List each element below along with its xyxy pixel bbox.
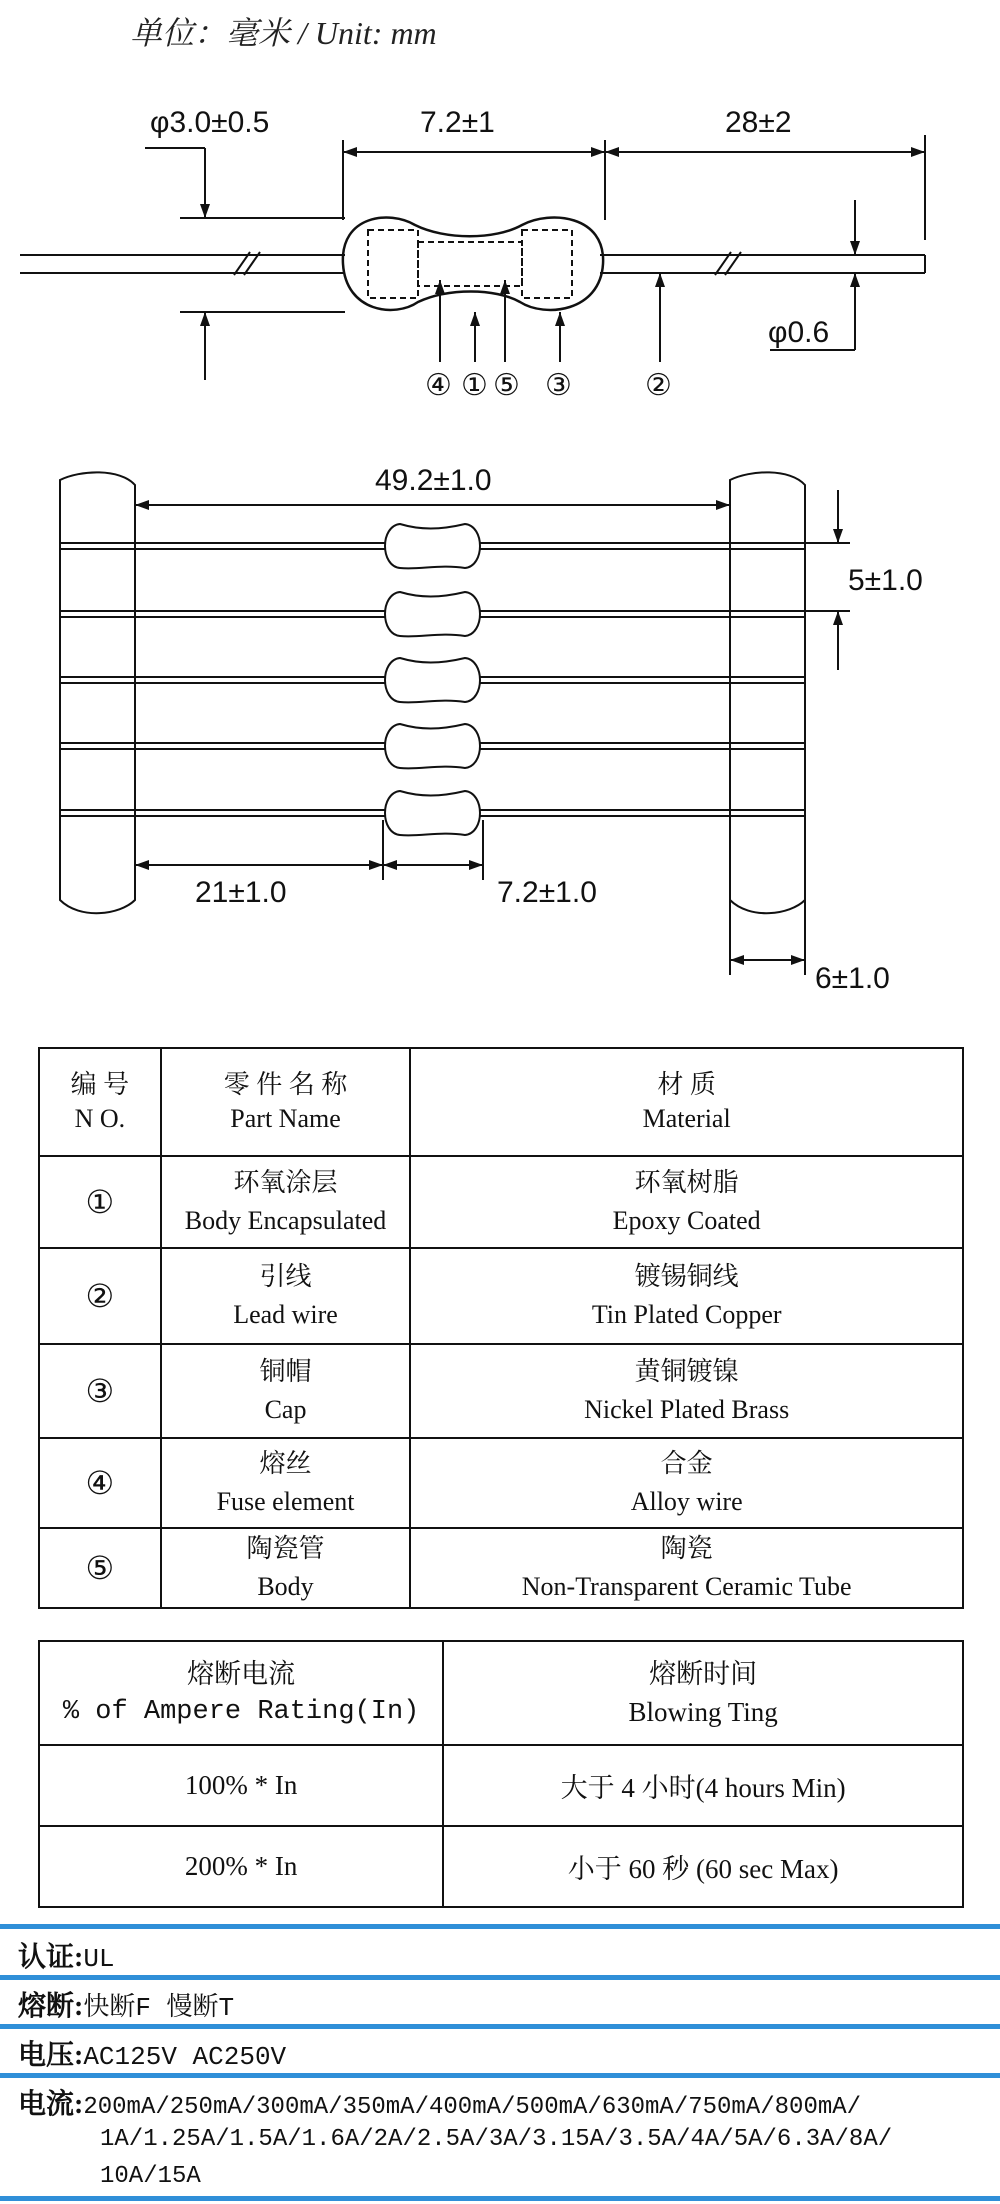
tape-packaging-drawing (0, 460, 1000, 1000)
spec-voltage: 电压:AC125V AC250V (18, 2040, 287, 2072)
table-row (39, 1156, 963, 1248)
blowing-time: 小于 60 秒 (60 sec Max) (443, 1826, 963, 1907)
header-ampere-rating: 熔断电流 % of Ampere Rating(In) (39, 1641, 443, 1745)
blowing-header-row (39, 1641, 963, 1745)
tape-margin-label: 6±1.0 (815, 962, 890, 995)
part-number: ③ (39, 1344, 161, 1438)
part-name: 环氧涂层 Body Encapsulated (161, 1156, 411, 1248)
ampere-rating: 100% * In (39, 1745, 443, 1826)
table-row (39, 1248, 963, 1344)
header-part-name: 零 件 名 称 Part Name (161, 1048, 411, 1156)
divider (0, 2024, 1000, 2029)
callout-1: ① (461, 369, 488, 402)
header-material: 材 质 Material (410, 1048, 963, 1156)
table-row (39, 1826, 963, 1907)
part-name: 陶瓷管 Body (161, 1528, 411, 1608)
unit-label: 单位：毫米 / Unit: mm (130, 15, 437, 51)
callout-2: ② (645, 369, 672, 402)
pitch-label: 5±1.0 (848, 564, 923, 597)
tape-width-label: 49.2±1.0 (375, 464, 492, 497)
part-material: 合金 Alloy wire (410, 1438, 963, 1528)
table-row (39, 1438, 963, 1528)
table-row (39, 1528, 963, 1608)
part-material: 环氧树脂 Epoxy Coated (410, 1156, 963, 1248)
part-number: ① (39, 1156, 161, 1248)
lead-offset-label: 21±1.0 (195, 876, 287, 909)
parts-header-row (39, 1048, 963, 1156)
wire-diameter-label: φ0.6 (768, 316, 830, 349)
part-material: 陶瓷 Non-Transparent Ceramic Tube (410, 1528, 963, 1608)
divider (0, 1975, 1000, 1980)
part-material: 黄铜镀镍 Nickel Plated Brass (410, 1344, 963, 1438)
divider (0, 2073, 1000, 2078)
spec-current-cont: 10A/15A (100, 2163, 201, 2190)
blowing-time: 大于 4 小时(4 hours Min) (443, 1745, 963, 1826)
callout-3: ③ (545, 369, 572, 402)
part-number: ② (39, 1248, 161, 1344)
part-name: 铜帽 Cap (161, 1344, 411, 1438)
spec-fuse-type: 熔断:快断F 慢断T (18, 1991, 235, 2023)
table-row (39, 1745, 963, 1826)
spec-certification: 认证:UL (18, 1942, 115, 1974)
spec-current-cont: 1A/1.25A/1.5A/1.6A/2A/2.5A/3A/3.15A/3.5A/4A/5A/6.3A/8A/ (100, 2126, 893, 2153)
part-name: 熔丝 Fuse element (161, 1438, 411, 1528)
header-number: 编 号 N O. (39, 1048, 161, 1156)
divider (0, 2196, 1000, 2201)
tape-body-length-label: 7.2±1.0 (497, 876, 597, 909)
part-number: ⑤ (39, 1528, 161, 1608)
header-blowing-time: 熔断时间 Blowing Ting (443, 1641, 963, 1745)
spec-current: 电流:200mA/250mA/300mA/350mA/400mA/500mA/630mA/750mA/800mA/ (18, 2089, 862, 2121)
callout-5: ⑤ (493, 369, 520, 402)
callout-4: ④ (425, 369, 452, 402)
part-number: ④ (39, 1438, 161, 1528)
table-row (39, 1344, 963, 1438)
body-length-label: 7.2±1 (420, 106, 495, 139)
fuse-rows (60, 524, 805, 835)
fuse-dimension-drawing (0, 90, 1000, 430)
part-name: 引线 Lead wire (161, 1248, 411, 1344)
blowing-time-table (38, 1640, 964, 1908)
lead-diameter-label: φ3.0±0.5 (150, 106, 270, 139)
lead-length-label: 28±2 (725, 106, 792, 139)
divider (0, 1924, 1000, 1929)
ampere-rating: 200% * In (39, 1826, 443, 1907)
part-material: 镀锡铜线 Tin Plated Copper (410, 1248, 963, 1344)
parts-material-table (38, 1047, 964, 1609)
